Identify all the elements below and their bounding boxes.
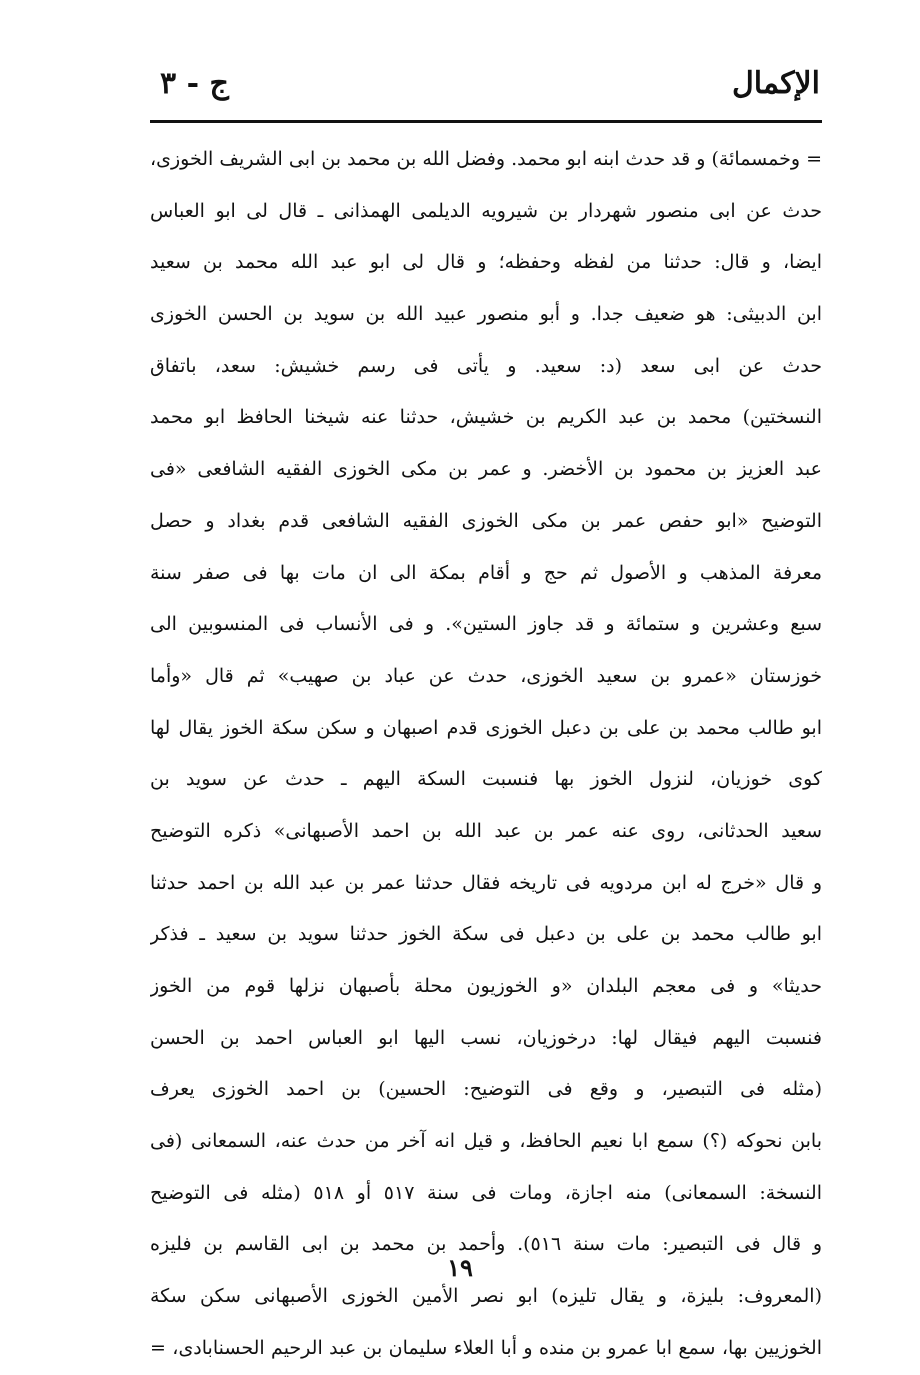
text-line: حدث عن ابى سعد (د: سعيد. و يأتى فى رسم خشيش: سعد، باتفاق [150, 354, 822, 377]
text-line: عبد العزيز بن محمود بن الأخضر. و عمر بن مكى الخوزى الفقيه الشافعى «فى [150, 458, 822, 481]
text-line: كوى خوزيان، لنزول الخوز بها فنسبت السكة اليهم ـ حدث عن سويد بن [150, 768, 822, 791]
text-line: حدث عن ابى منصور شهردار بن شيرويه الديلمى الهمذانى ـ قال لى ابو العباس [150, 199, 822, 222]
text-line: و قال فى التبصير: مات سنة ٥١٦). وأحمد بن محمد بن ابى القاسم بن فليزه [150, 1233, 822, 1256]
text-line: و قال «خرج له ابن مردويه فى تاريخه فقال حدثنا عمر بن عبد الله بن احمد حدثنا [150, 871, 822, 894]
header-rule [150, 120, 822, 123]
text-line: ايضا، و قال: حدثنا من لفظه وحفظه؛ و قال لى ابو عبد الله محمد بن سعيد [150, 251, 822, 274]
running-title: الإكمال [731, 66, 820, 101]
volume-label: ج - ٣ [160, 66, 229, 101]
text-line: = وخمسمائة) و قد حدث ابنه ابو محمد. وفضل الله بن محمد بن ابى الشريف الخوزى، [150, 148, 822, 170]
page-header [160, 62, 820, 110]
text-line: معرفة المذهب و الأصول ثم حج و أقام بمكة الى ان مات بها فى صفر سنة [150, 561, 822, 584]
text-line: حديثا» و فى معجم البلدان «و الخوزيون محلة بأصبهان نزلها قوم من الخوز [150, 975, 822, 997]
text-line: فنسبت اليهم فيقال لها: درخوزيان، نسب اليها ابو العباس احمد بن الحسن [150, 1026, 822, 1049]
text-line: ابو طالب محمد بن على بن دعبل الخوزى قدم اصبهان و سكن سكة الخوز يقال لها [150, 716, 822, 739]
text-line: النسختين) محمد بن عبد الكريم بن خشيش، حدثنا عنه شيخنا الحافظ ابو محمد [150, 406, 822, 429]
text-line: (مثله فى التبصير، و وقع فى التوضيح: الحسين) بن احمد الخوزى يعرف [150, 1078, 822, 1101]
text-line: ابو طالب محمد بن على بن دعبل فى سكة الخوز حدثنا سويد بن سعيد ـ فذكر [150, 923, 822, 946]
text-line: الخوزيين بها، سمع ابا عمرو بن منده و أبا العلاء سليمان بن عبد الرحيم الحسنابادى، = [150, 1336, 822, 1359]
text-line: سعيد الحدثانى، روى عنه عمر بن عبد الله بن احمد الأصبهانى» ذكره التوضيح [150, 819, 822, 842]
text-line: (المعروف: بليزة، و يقال تليزه) ابو نصر الأمين الخوزى الأصبهانى سكن سكة [150, 1285, 822, 1308]
body-text [150, 134, 822, 1375]
text-line: سبع وعشرين و ستمائة و قد جاوز الستين». و فى الأنساب فى المنسوبين الى [150, 613, 822, 636]
text-line: التوضيح «ابو حفص عمر بن مكى الخوزى الفقيه الشافعى قدم بغداد و حصل [150, 509, 822, 532]
text-line: النسخة: السمعانى) منه اجازة، ومات فى سنة ٥١٧ أو ٥١٨ (مثله فى التوضيح [150, 1181, 822, 1204]
page-number: ١٩ [447, 1253, 473, 1282]
text-line: بابن نحوكه (؟) سمع ابا نعيم الحافظ، و قيل انه آخر من حدث عنه، السمعانى (فى [150, 1130, 822, 1153]
text-line: خوزستان «عمرو بن سعيد الخوزى، حدث عن عباد بن صهيب» ثم قال «وأما [150, 664, 822, 687]
text-line: ابن الدبيثى: هو ضعيف جدا. و أبو منصور عبيد الله بن سويد بن الحسن الخوزى [150, 303, 822, 326]
